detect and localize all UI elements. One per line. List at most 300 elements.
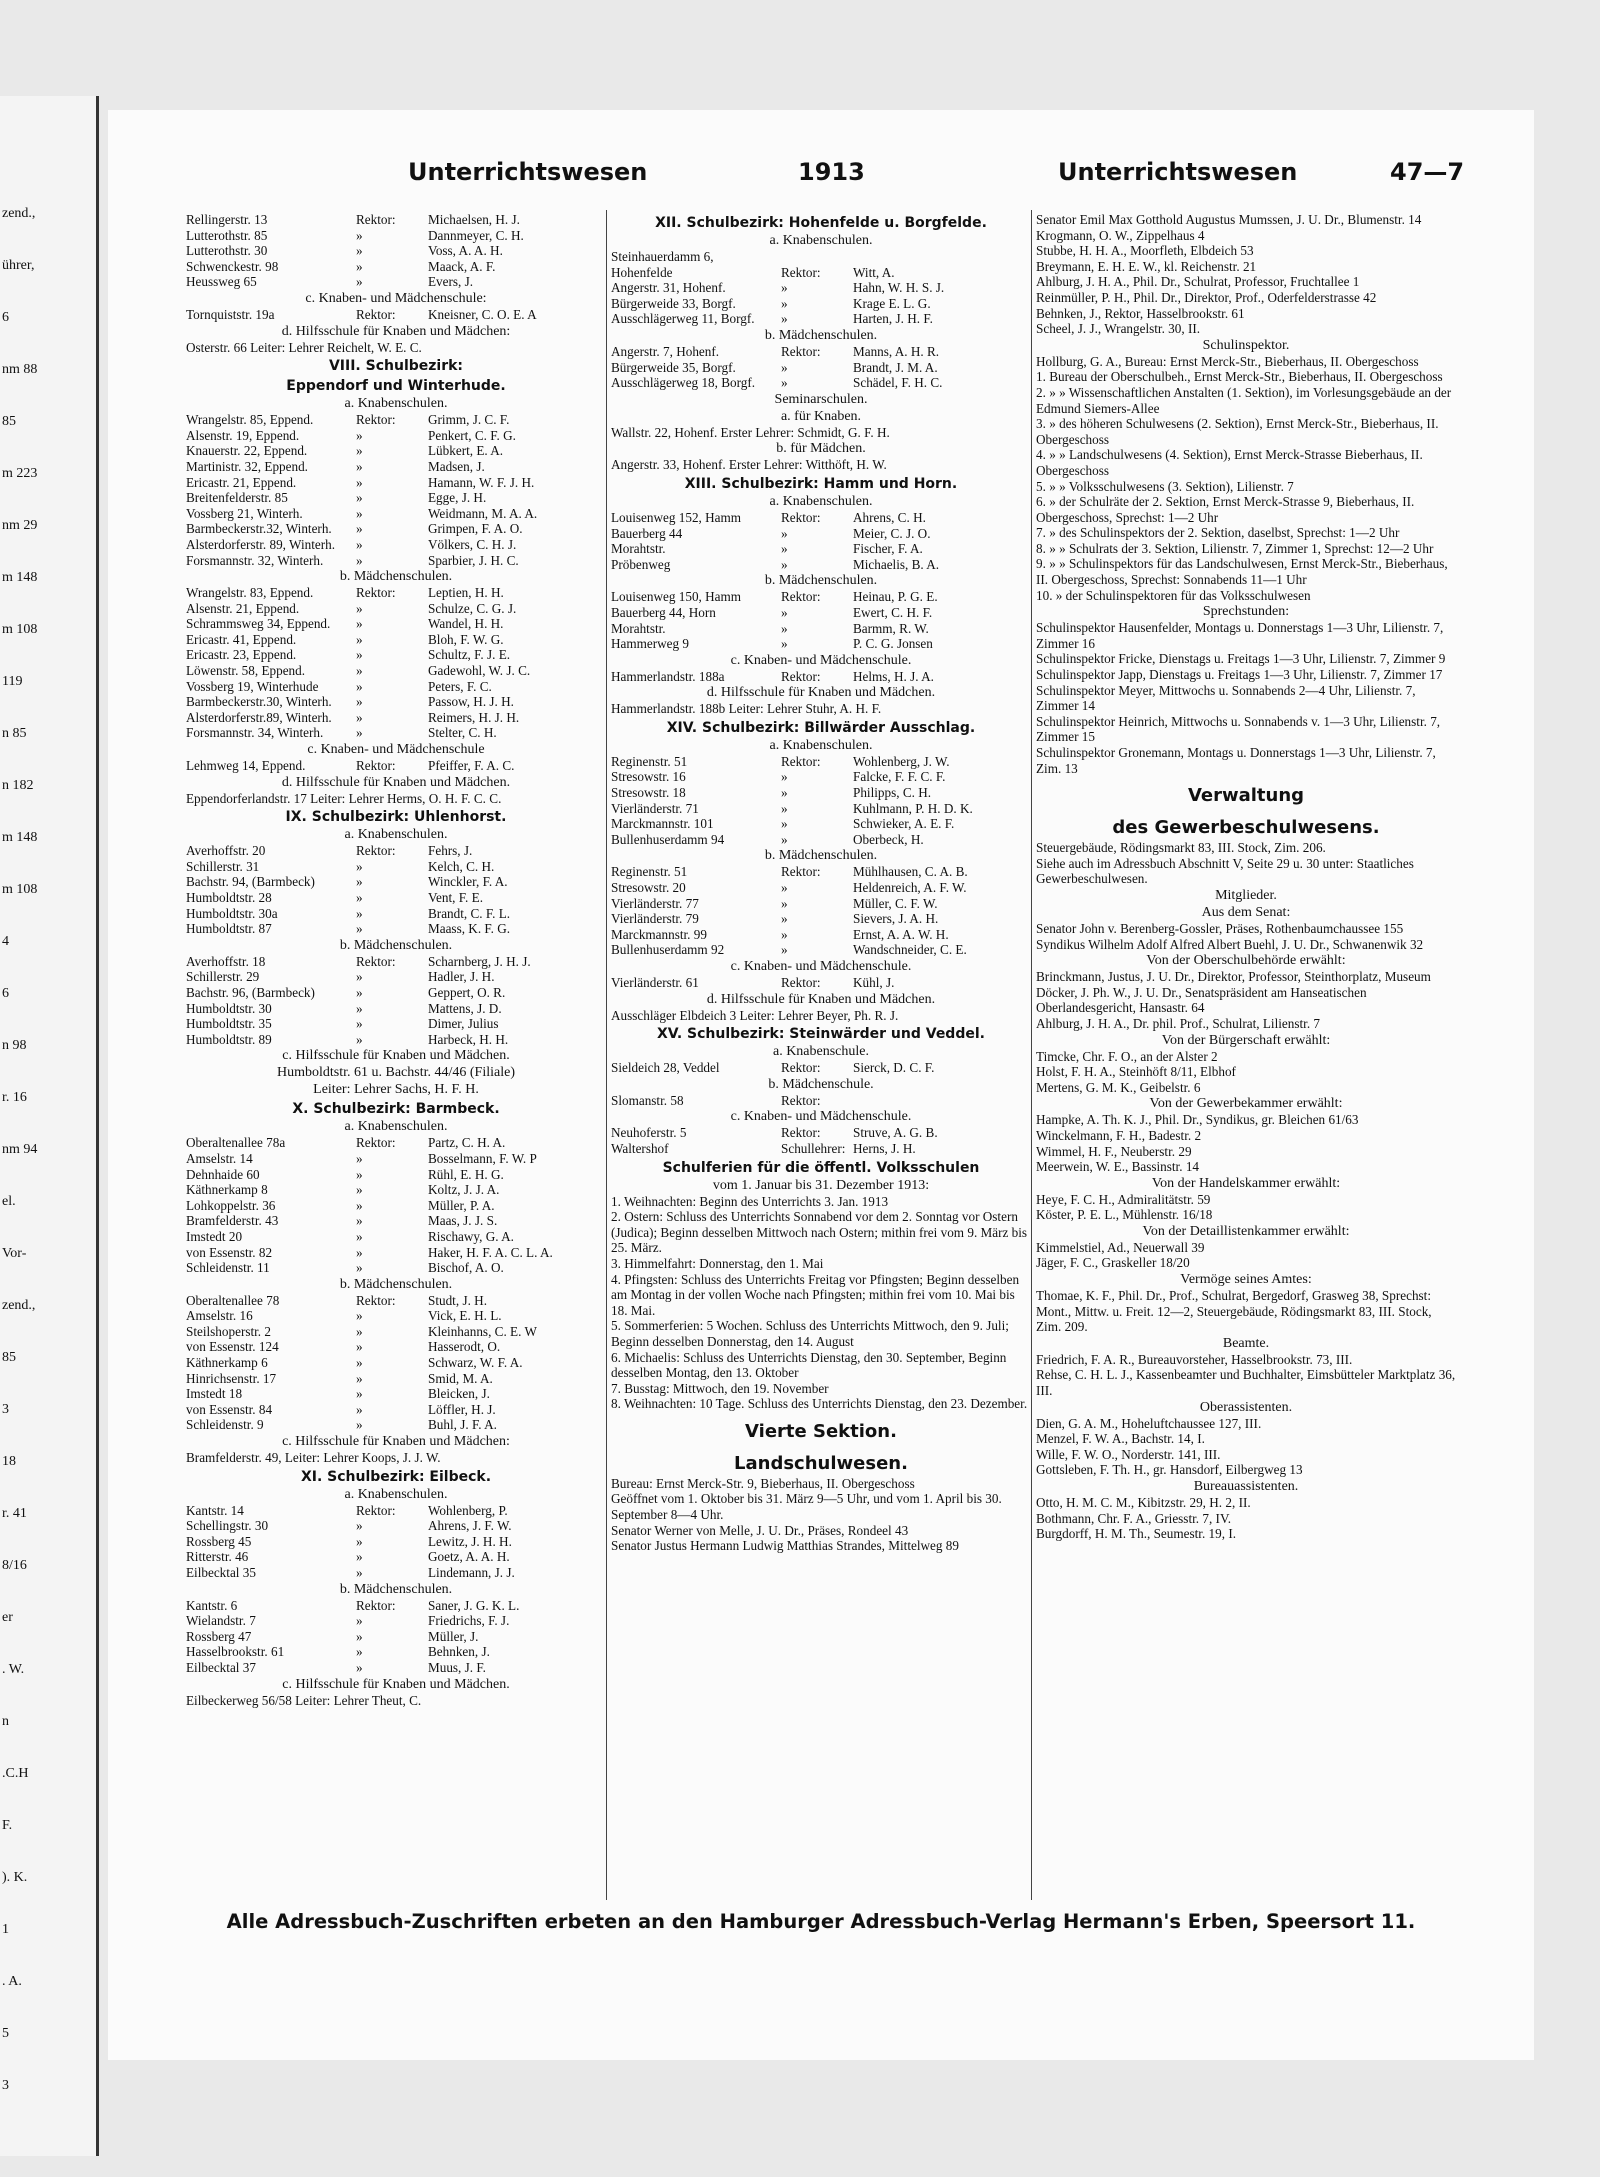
entry-role: »: [356, 474, 363, 490]
directory-entry: [186, 632, 606, 648]
subheading: d. Hilfsschule für Knaben und Mädchen.: [706, 685, 936, 701]
left-page-fragment: n: [2, 1714, 9, 1729]
subheading: d. Hilfsschule für Knaben und Mädchen.: [706, 991, 936, 1007]
entry-role: »: [356, 1150, 363, 1166]
entry-address: Ausschlägerweg 11, Borgf.: [611, 311, 755, 327]
entry-role: »: [356, 1031, 363, 1047]
entry-name: Winckler, F. A.: [428, 874, 508, 890]
entry-address: Wrangelstr. 83, Eppend.: [186, 585, 314, 601]
directory-entry: [186, 1613, 606, 1629]
text-line: 2. Ostern: Schluss des Unterrichts Sonnabend vor dem 2. Sonntag vor Ostern (Judica); Beginn desselben Mittwoch nach Ostern; mithin frei vom 9. März bis 25. März.: [611, 1209, 1028, 1256]
section-heading: XIV. Schulbezirk: Billwärder Ausschlag.: [666, 719, 976, 736]
entry-name: Rischawy, G. A.: [428, 1228, 514, 1244]
directory-entry: [186, 1549, 606, 1565]
entry-name: Schulze, C. G. J.: [428, 600, 517, 616]
subheading: d. Hilfsschule für Knaben und Mädchen.: [281, 774, 511, 790]
directory-entry: [186, 1598, 606, 1614]
entry-role: »: [781, 295, 788, 311]
entry-name: Manns, A. H. R.: [853, 343, 940, 359]
entry-name: Müller, J.: [428, 1628, 479, 1644]
directory-entry: [611, 311, 1031, 327]
text-line: Schulinspektor Meyer, Mittwochs u. Sonnabends 2—4 Uhr, Lilienstr. 7, Zimmer 14: [1036, 682, 1416, 714]
directory-entry: [611, 510, 1031, 526]
left-page-fragment: el.: [2, 1194, 16, 1209]
entry-name: Vick, E. H. L.: [428, 1308, 502, 1324]
directory-entry: [186, 1032, 606, 1048]
entry-name: Struve, A. G. B.: [853, 1125, 938, 1141]
subheading: c. Hilfsschule für Knaben und Mädchen.: [282, 1048, 510, 1064]
entry-name: Haker, H. F. A. C. L. A.: [428, 1244, 553, 1260]
left-page-fragment: F.: [2, 1818, 13, 1833]
directory-entry: [186, 428, 606, 444]
directory-entry: [186, 274, 606, 290]
section-heading: XIII. Schulbezirk: Hamm und Horn.: [684, 475, 958, 492]
directory-entry: [611, 942, 1031, 958]
entry-role: »: [356, 984, 363, 1000]
entry-name: Sparbier, J. H. C.: [428, 552, 519, 568]
entry-address: Vierländerstr. 61: [611, 975, 699, 990]
section-heading: X. Schulbezirk: Barmbeck.: [292, 1101, 500, 1118]
entry-address: Lutterothstr. 30: [186, 243, 268, 259]
entry-name: Heldenreich, A. F. W.: [853, 880, 967, 896]
entry-name: Oberbeck, H.: [853, 831, 924, 847]
entry-name: Smid, M. A.: [428, 1370, 493, 1386]
entry-address: Bullenhuserdamm 94: [611, 831, 725, 847]
directory-entry: [186, 1229, 606, 1245]
text-line: Rehse, C. H. L. J., Kassenbeamter und Buchhalter, Eimsbütteler Marktplatz 36, III.: [1036, 1367, 1456, 1399]
directory-entry: [186, 1660, 606, 1676]
entry-role: »: [356, 258, 363, 274]
directory-entry: [186, 459, 606, 475]
entry-name: Wandel, H. H.: [428, 616, 504, 632]
entry-address: Alsenstr. 21, Eppend.: [186, 600, 300, 616]
text-line: 2. » » Wissenschaftlichen Anstalten (1. Sektion), im Vorlesungsgebäude an der Edmund Siemers-Allee: [1036, 384, 1452, 416]
text-line: Otto, H. M. C. M., Kibitzstr. 29, H. 2, II.: [1036, 1495, 1251, 1510]
text-line: 6. Michaelis: Schluss des Unterrichts Dienstag, den 30. September, Beginn desselben Montag, den 13. Oktober: [611, 1349, 1007, 1381]
directory-entry: [186, 969, 606, 985]
entry-role: »: [356, 1182, 363, 1198]
text-line: 7. » des Schulinspektors der 2. Sektion, daselbst, Sprechst: 1—2 Uhr: [1036, 525, 1400, 541]
entry-name: Lewitz, J. H. H.: [428, 1533, 512, 1549]
entry-address: Marckmannstr. 99: [611, 926, 707, 942]
entry-name: Dimer, Julius: [428, 1016, 499, 1032]
text-line: Dien, G. A. M., Hoheluftchaussee 127, III.: [1036, 1415, 1262, 1431]
entry-address: Dehnhaide 60: [186, 1166, 260, 1182]
entry-role: Rektor:: [356, 758, 396, 774]
directory-entry: [186, 585, 606, 601]
entry-name: Voss, A. A. H.: [428, 243, 503, 259]
subheading: a. Knabenschulen.: [769, 493, 873, 509]
directory-entry: [186, 601, 606, 617]
directory-entry: [611, 249, 1031, 265]
directory-entry: [186, 553, 606, 569]
entry-role: Rektor:: [781, 1060, 821, 1076]
entry-address: Hinrichsenstr. 17: [186, 1370, 277, 1386]
text-line: Winckelmann, F. H., Badestr. 2: [1036, 1127, 1202, 1143]
entry-role: »: [356, 536, 363, 552]
entry-address: Kantstr. 14: [186, 1502, 244, 1518]
entry-address: Rossberg 45: [186, 1533, 252, 1549]
directory-entry: [611, 541, 1031, 557]
directory-entry: [186, 1198, 606, 1214]
directory-entry: [186, 647, 606, 663]
entry-address: Tornquiststr. 19a: [186, 306, 275, 322]
text-line: Ahlburg, J. H. A., Dr. phil. Prof., Schulrat, Lilienstr. 7: [1036, 1015, 1321, 1031]
directory-entry: [186, 921, 606, 937]
left-page-fragment: m 108: [2, 882, 38, 897]
entry-address: Kantstr. 6: [186, 1597, 238, 1613]
entry-role: »: [781, 604, 788, 620]
entry-role: »: [356, 1197, 363, 1213]
directory-entry: [186, 243, 606, 259]
subheading: b. Mädchenschulen.: [339, 569, 453, 585]
entry-role: »: [356, 1228, 363, 1244]
text-line: Holst, F. H. A., Steinhöft 8/11, Elbhof: [1036, 1064, 1236, 1080]
subheading: Oberassistenten.: [1199, 1399, 1293, 1415]
left-page-fragment: r. 41: [2, 1506, 27, 1521]
entry-role: »: [781, 800, 788, 816]
entry-role: »: [356, 1659, 363, 1675]
entry-name: Bosselmann, F. W. P: [428, 1150, 537, 1166]
text-line: Krogmann, O. W., Zippelhaus 4: [1036, 227, 1205, 243]
entry-role: »: [356, 725, 363, 741]
entry-name: Weidmann, M. A. A.: [428, 505, 538, 521]
entry-address: Bramfelderstr. 43: [186, 1213, 279, 1229]
text-line: Döcker, J. Ph. W., J. U. Dr., Senatspräsident am Hanseatischen Oberlandesgericht, Hansastr. 64: [1036, 984, 1367, 1016]
left-page-fragment: nm 29: [2, 518, 38, 533]
directory-entry: [186, 307, 606, 323]
entry-role: Rektor:: [356, 412, 396, 428]
entry-role: »: [781, 942, 788, 958]
entry-address: Bachstr. 94, (Barmbeck): [186, 874, 315, 890]
directory-entry: [611, 927, 1031, 943]
entry-role: »: [781, 375, 788, 391]
section-heading: XII. Schulbezirk: Hohenfelde u. Borgfelde.: [655, 215, 987, 231]
entry-role: »: [781, 926, 788, 942]
entry-role: »: [781, 280, 788, 296]
entry-address: Lutterothstr. 85: [186, 227, 268, 243]
left-page-fragment: 8/16: [2, 1558, 27, 1573]
footer-notice: Alle Adressbuch-Zuschriften erbeten an den Hamburger Adressbuch-Verlag Hermann's Erben, Speersort 11.: [226, 1910, 1416, 1933]
entry-name: Madsen, J.: [428, 458, 485, 474]
entry-name: Ahrens, J. F. W.: [428, 1518, 512, 1534]
subheading: vom 1. Januar bis 31. Dezember 1913:: [712, 1177, 930, 1193]
directory-entry: [611, 1093, 1031, 1109]
entry-name: Schädel, F. H. C.: [853, 375, 943, 391]
left-page-fragment: 85: [2, 414, 16, 429]
directory-entry: [611, 526, 1031, 542]
section-heading: Eppendorf und Winterhude.: [286, 378, 506, 395]
directory-entry: [186, 1182, 606, 1198]
subheading: c. Knaben- und Mädchenschule.: [730, 1109, 912, 1125]
left-page-fragment: 6: [2, 986, 9, 1001]
text-line: Wille, F. W. O., Norderstr. 141, III.: [1036, 1446, 1221, 1462]
entry-name: Scharnberg, J. H. J.: [428, 953, 531, 969]
entry-address: Käthnerkamp 6: [186, 1355, 268, 1371]
subheading: Seminarschulen.: [774, 391, 868, 407]
directory-entry: [611, 785, 1031, 801]
entry-role: Rektor:: [781, 343, 821, 359]
entry-address: Vossberg 19, Winterhude: [186, 678, 319, 694]
entry-address: Forsmannstr. 32, Winterh.: [186, 552, 324, 568]
entry-role: Rektor:: [781, 975, 821, 990]
entry-name: Wohlenberg, P.: [428, 1502, 508, 1518]
directory-entry: [611, 360, 1031, 376]
left-page-fragment: m 223: [2, 466, 38, 481]
directory-entry: [186, 890, 606, 906]
left-page-fragment: .C.H: [2, 1766, 29, 1781]
left-page-fragment: er: [2, 1610, 13, 1625]
text-line: Menzel, F. W. A., Bachstr. 14, I.: [1036, 1431, 1205, 1447]
entry-role: »: [781, 785, 788, 801]
entry-address: von Essenstr. 124: [186, 1339, 279, 1355]
subheading: Humboldtstr. 61 u. Bachstr. 44/46 (Filiale): [277, 1065, 515, 1081]
entry-address: Alsenstr. 19, Eppend.: [186, 427, 300, 443]
text-line: Kimmelstiel, Ad., Neuerwall 39: [1036, 1239, 1205, 1255]
directory-entry: [186, 259, 606, 275]
entry-address: Hasselbrookstr. 61: [186, 1644, 285, 1660]
entry-address: Sieldeich 28, Veddel: [611, 1060, 720, 1076]
entry-role: »: [356, 663, 363, 679]
subheading: Von der Handelskammer erwählt:: [1151, 1175, 1341, 1191]
directory-entry: [611, 832, 1031, 848]
directory-entry: [186, 1386, 606, 1402]
left-page-fragment: m 148: [2, 570, 38, 585]
entry-address: Bauerberg 44, Horn: [611, 604, 716, 620]
entry-role: Rektor:: [781, 509, 821, 525]
entry-role: »: [356, 1260, 363, 1276]
entry-name: Harbeck, H. H.: [428, 1031, 509, 1047]
directory-entry: [186, 859, 606, 875]
directory-entry: [186, 1167, 606, 1183]
entry-name: Wohlenberg, J. W.: [853, 753, 950, 769]
entry-name: Dannmeyer, C. H.: [428, 227, 524, 243]
entry-name: Fehrs, J.: [428, 843, 473, 859]
directory-entry: [186, 843, 606, 859]
left-page-fragment: m 148: [2, 830, 38, 845]
entry-role: »: [781, 620, 788, 636]
entry-address: Humboldtstr. 35: [186, 1016, 272, 1032]
text-line: Jäger, F. C., Graskeller 18/20: [1036, 1255, 1190, 1271]
entry-address: Wrangelstr. 85, Eppend.: [186, 412, 314, 428]
column-2: [611, 212, 1031, 1554]
text-line: Schulinspektor Heinrich, Mittwochs u. Sonnabends v. 1—3 Uhr, Lilienstr. 7, Zimmer 15: [1036, 713, 1441, 745]
entry-name: Völkers, C. H. J.: [428, 536, 517, 552]
entry-role: »: [356, 274, 363, 290]
left-page-fragment: zend.,: [2, 1298, 36, 1313]
text-line: 10. » der Schulinspektoren für das Volksschulwesen: [1036, 587, 1311, 603]
text-line: Ahlburg, J. H. A., Phil. Dr., Schulrat, Professor, Fruchtallee 1: [1036, 274, 1360, 290]
subheading: Sprechstunden:: [1202, 604, 1290, 620]
entry-address: Ausschlägerweg 18, Borgf.: [611, 375, 756, 391]
left-page-fragment: Vor-: [2, 1246, 27, 1261]
directory-entry: [611, 769, 1031, 785]
entry-role: Rektor:: [356, 306, 396, 322]
text-line: 4. » » Landschulwesens (4. Sektion), Ernst Merck-Strasse Bieberhaus, II. Obergeschoss: [1036, 447, 1423, 478]
entry-address: Wielandstr. 7: [186, 1613, 256, 1629]
text-line: Heye, F. C. H., Admiralitätstr. 59: [1036, 1191, 1211, 1207]
directory-entry: [611, 344, 1031, 360]
text-line: Angerstr. 33, Hohenf. Erster Lehrer: Witthöft, H. W.: [611, 457, 887, 473]
entry-name: [853, 1093, 1031, 1109]
entry-role: Rektor:: [356, 1502, 396, 1518]
text-line: Eilbeckerweg 56/58 Leiter: Lehrer Theut, C.: [186, 1692, 422, 1708]
entry-name: Schultz, F. J. E.: [428, 647, 511, 663]
text-line: 4. Pfingsten: Schluss des Unterrichts Freitag vor Pfingsten; Beginn desselben am Montag in der vollen Woche nach Pfingsten; mithin frei vom 10. Mai bis 18. Mai.: [611, 1271, 1020, 1318]
entry-name: Hamann, W. F. J. H.: [428, 474, 535, 490]
directory-entry: [186, 1324, 606, 1340]
entry-address: Alsterdorferstr.89, Winterh.: [186, 709, 332, 725]
directory-entry: [611, 896, 1031, 912]
entry-role: »: [356, 1518, 363, 1534]
text-line: Eppendorferlandstr. 17 Leiter: Lehrer Herms, O. H. F. C. C.: [186, 790, 502, 806]
entry-name: Rühl, E. H. G.: [428, 1166, 504, 1182]
page-header: [108, 158, 1534, 198]
text-line: Scheel, J. J., Wrangelstr. 30, II.: [1036, 321, 1201, 337]
left-page-fragment: 1: [2, 1922, 9, 1937]
subheading: b. Mädchenschulen.: [339, 1276, 453, 1292]
entry-name: Saner, J. G. K. L.: [428, 1597, 520, 1613]
text-line: Senator Werner von Melle, J. U. Dr., Präses, Rondeel 43: [611, 1522, 909, 1538]
entry-address: Steilshoperstr. 2: [186, 1323, 271, 1339]
entry-name: Kühl, J.: [853, 975, 895, 990]
entry-role: »: [356, 1533, 363, 1549]
entry-role: »: [356, 631, 363, 647]
text-line: Meerwein, W. E., Bassinstr. 14: [1036, 1159, 1200, 1175]
directory-entry: [611, 557, 1031, 573]
section-heading: IX. Schulbezirk: Uhlenhorst.: [285, 809, 507, 826]
subheading: b. Mädchenschulen.: [764, 573, 878, 589]
subheading: c. Hilfsschule für Knaben und Mädchen.: [282, 1676, 510, 1692]
entry-role: »: [781, 311, 788, 327]
subheading: b. Mädchenschule.: [768, 1076, 874, 1092]
directory-entry: [611, 816, 1031, 832]
entry-address: Amselstr. 14: [186, 1150, 253, 1166]
entry-address: Humboldtstr. 30a: [186, 905, 278, 921]
text-line: Wallstr. 22, Hohenf. Erster Lehrer: Schmidt, G. F. H.: [611, 424, 890, 440]
entry-name: Brandt, J. M. A.: [853, 359, 938, 375]
entry-address: Neuhoferstr. 5: [611, 1125, 687, 1141]
entry-address: Humboldtstr. 89: [186, 1031, 272, 1047]
entry-name: Vent, F. E.: [428, 890, 483, 905]
subheading: c. Knaben- und Mädchenschule:: [305, 290, 487, 306]
entry-role: »: [356, 905, 363, 921]
entry-name: Maack, A. F.: [428, 258, 496, 274]
entry-role: »: [356, 1549, 363, 1565]
subheading: Von der Gewerbekammer erwählt:: [1149, 1096, 1343, 1112]
directory-entry: [186, 1629, 606, 1645]
entry-name: Fischer, F. A.: [853, 541, 923, 557]
entry-role: »: [356, 969, 363, 985]
directory-entry: [186, 1503, 606, 1519]
subheading: c. Knaben- und Mädchenschule.: [730, 652, 912, 668]
entry-name: Peters, F. C.: [428, 678, 492, 694]
text-line: Bureau: Ernst Merck-Str. 9, Bieberhaus, II. Obergeschoss: [611, 1475, 915, 1491]
text-line: Hollburg, G. A., Bureau: Ernst Merck-Str., Bieberhaus, II. Obergeschoss: [1036, 353, 1419, 369]
entry-name: Schwieker, A. E. F.: [853, 816, 955, 832]
entry-role: »: [781, 636, 788, 652]
entry-role: »: [356, 1355, 363, 1371]
entry-address: Barmbeckerstr.30, Winterh.: [186, 694, 332, 710]
entry-address: Marckmannstr. 101: [611, 816, 714, 832]
entry-address: Louisenweg 152, Hamm: [611, 509, 742, 525]
entry-name: Leptien, H. H.: [428, 585, 504, 601]
subheading: b. Mädchenschulen.: [339, 937, 453, 953]
entry-address: Vierländerstr. 71: [611, 800, 699, 816]
entry-address: Bürgerweide 33, Borgf.: [611, 295, 736, 311]
subheading: a. Knabenschulen.: [344, 396, 448, 412]
entry-address: Breitenfelderstr. 85: [186, 490, 288, 506]
entry-address: Ericastr. 41, Eppend.: [186, 631, 297, 647]
left-page-fragment: 18: [2, 1454, 16, 1469]
entry-address: Imstedt 20: [186, 1228, 243, 1244]
entry-name: Goetz, A. A. H.: [428, 1549, 510, 1565]
entry-address: Averhoffstr. 18: [186, 953, 266, 969]
subheading: b. Mädchenschulen.: [764, 327, 878, 343]
entry-role: »: [781, 359, 788, 375]
directory-entry: [186, 1371, 606, 1387]
text-line: Senator Justus Hermann Ludwig Matthias Strandes, Mittelweg 89: [611, 1538, 959, 1554]
section-heading: XV. Schulbezirk: Steinwärder und Veddel.: [657, 1026, 985, 1043]
text-line: 9. » » Schulinspektors für das Landschulwesen, Ernst Merck-Str., Bieberhaus, II. Obergeschoss, Sprechst: Sonnabends 11—1 Uhr: [1036, 556, 1448, 588]
entry-address: Schillerstr. 29: [186, 969, 260, 985]
entry-name: Witt, A.: [853, 264, 895, 280]
entry-address: Humboldtstr. 30: [186, 1000, 272, 1016]
entry-address: Eilbecktal 35: [186, 1565, 256, 1580]
subheading: b. Mädchenschulen.: [339, 1581, 453, 1597]
text-line: 7. Busstag: Mittwoch, den 19. November: [611, 1380, 829, 1396]
entry-address: Reginenstr. 51: [611, 753, 688, 769]
entry-address: Bauerberg 44: [611, 525, 683, 541]
entry-role: »: [356, 921, 363, 937]
left-page-fragment: 4: [2, 934, 9, 949]
entry-name: Kuhlmann, P. H. D. K.: [853, 800, 973, 816]
entry-name: Hasserodt, O.: [428, 1339, 501, 1355]
subheading: a. Knabenschule.: [772, 1044, 870, 1060]
text-line: Geöffnet vom 1. Oktober bis 31. März 9—5 Uhr, und vom 1. April bis 30. September 8—4 Uhr.: [611, 1491, 1002, 1523]
entry-role: Rektor:: [781, 1092, 821, 1108]
major-heading: Landschulwesen.: [734, 1452, 908, 1474]
subheading: a. Knabenschulen.: [769, 737, 873, 753]
directory-entry: [186, 1518, 606, 1534]
subheading: Vermöge seines Amtes:: [1180, 1272, 1312, 1288]
text-line: Breymann, E. H. E. W., kl. Reichenstr. 21: [1036, 258, 1257, 274]
entry-name: Mattens, J. D.: [428, 1000, 502, 1016]
entry-address: Ritterstr. 46: [186, 1549, 249, 1565]
text-line: Köster, P. E. L., Mühlenstr. 16/18: [1036, 1207, 1213, 1223]
entry-address: Rellingerstr. 13: [186, 212, 268, 227]
entry-address: Eilbecktal 37: [186, 1659, 256, 1675]
entry-address: Humboldtstr. 87: [186, 921, 272, 937]
entry-name: Harten, J. H. F.: [853, 311, 933, 327]
entry-name: Schwarz, W. F. A.: [428, 1355, 523, 1371]
text-line: Stubbe, H. H. A., Moorfleth, Elbdeich 53: [1036, 243, 1254, 259]
directory-entry: [186, 725, 606, 741]
directory-entry: [186, 1260, 606, 1276]
directory-entry: [186, 906, 606, 922]
entry-address: Stresowstr. 16: [611, 769, 686, 785]
text-line: Schulinspektor Gronemann, Montags u. Donnerstags 1—3 Uhr, Lilienstr. 7, Zim. 13: [1036, 745, 1436, 776]
left-page-fragment: 3: [2, 1402, 9, 1417]
entry-address: Bachstr. 96, (Barmbeck): [186, 984, 315, 1000]
entry-role: »: [356, 709, 363, 725]
entry-role: Rektor:: [781, 753, 821, 769]
subheading: c. Hilfsschule für Knaben und Mädchen:: [282, 1434, 510, 1450]
directory-entry: [186, 1534, 606, 1550]
directory-entry: [186, 1417, 606, 1433]
subheading: a. Knabenschulen.: [769, 233, 873, 248]
entry-role: »: [356, 1401, 363, 1417]
